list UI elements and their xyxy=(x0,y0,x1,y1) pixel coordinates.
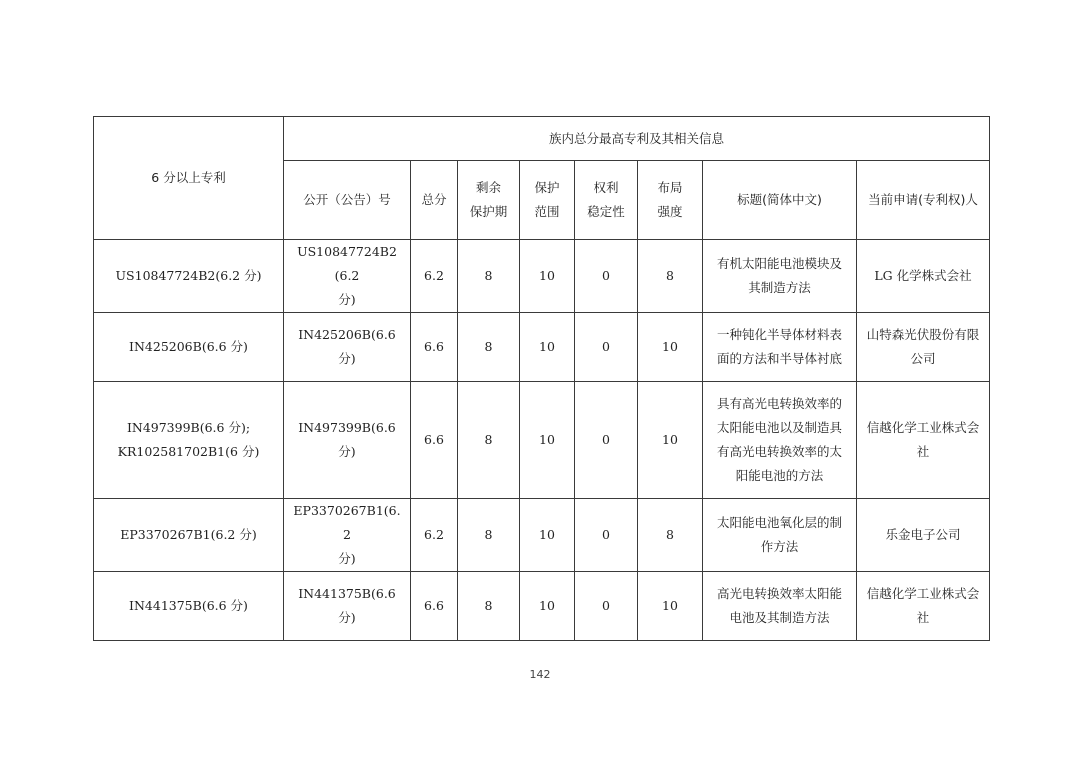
cell-text-line: 作方法 xyxy=(760,539,799,554)
cell-text-line: 强度 xyxy=(657,204,683,219)
cell-text-line: 太阳能电池以及制造具 xyxy=(716,420,842,435)
pub-no-cell xyxy=(284,499,411,572)
protection-scope-cell: 10 xyxy=(520,499,575,572)
cell-text-line: 乐金电子公司 xyxy=(885,527,961,542)
cell-text-line: 保护期 xyxy=(469,204,508,219)
cell-text-line: 公司 xyxy=(910,351,936,366)
cell-text-line: 信越化学工业株式会 xyxy=(866,420,980,435)
family-cell xyxy=(94,499,284,572)
table-row xyxy=(94,382,990,499)
protection-scope-cell: 10 xyxy=(520,240,575,313)
cell-text-line: IN497399B(6.6 分) xyxy=(298,420,396,459)
rights-stability-cell: 0 xyxy=(575,313,638,382)
cell-text-line: 高光电转换效率太阳能 xyxy=(716,586,842,601)
cell-text-line: 有高光电转换效率的太 xyxy=(716,444,842,459)
cell-text-line: 保护 xyxy=(534,180,560,195)
total-score-cell: 6.2 xyxy=(411,240,458,313)
remaining-protection-cell: 8 xyxy=(458,240,520,313)
table-header xyxy=(94,117,990,240)
cell-text-line: 范围 xyxy=(534,204,560,219)
cell-text-line: 有机太阳能电池模块及 xyxy=(716,256,842,271)
family-cell xyxy=(94,572,284,641)
header-group-label: 族内总分最高专利及其相关信息 xyxy=(284,117,990,161)
cell-text-line: IN425206B(6.6 分) xyxy=(129,339,248,354)
column-header-applicant xyxy=(857,161,990,240)
family-cell xyxy=(94,240,284,313)
cell-text-line: 一种钝化半导体材料表 xyxy=(716,327,842,342)
applicant-cell xyxy=(857,382,990,499)
applicant-cell xyxy=(857,499,990,572)
family-cell xyxy=(94,382,284,499)
total-score-cell: 6.2 xyxy=(411,499,458,572)
header-family-label: 6 分以上专利 xyxy=(94,117,284,240)
cell-text-line: US10847724B2(6.2 分) xyxy=(115,268,262,283)
rights-stability-cell: 0 xyxy=(575,382,638,499)
cell-text-line: IN441375B(6.6 分) xyxy=(129,598,248,613)
cell-text-line: 社 xyxy=(916,610,930,625)
rights-stability-cell: 0 xyxy=(575,499,638,572)
total-score-cell: 6.6 xyxy=(411,382,458,499)
pub-no-cell xyxy=(284,382,411,499)
cell-text-line: 具有高光电转换效率的 xyxy=(716,396,842,411)
applicant-cell xyxy=(857,572,990,641)
cell-text-line: 信越化学工业株式会 xyxy=(866,586,980,601)
protection-scope-cell: 10 xyxy=(520,382,575,499)
protection-scope-cell: 10 xyxy=(520,313,575,382)
cell-text-line: LG 化学株式会社 xyxy=(874,268,972,283)
total-score-cell: 6.6 xyxy=(411,572,458,641)
cell-text-line: EP3370267B1(6.2 xyxy=(293,503,401,542)
remaining-protection-cell: 8 xyxy=(458,313,520,382)
layout-strength-cell: 10 xyxy=(638,313,703,382)
table-row xyxy=(94,499,990,572)
column-header-title xyxy=(703,161,857,240)
cell-text-line: KR102581702B1(6 分) xyxy=(117,444,260,459)
cell-text-line: 当前申请(专利权)人 xyxy=(868,192,978,207)
cell-text-line: 其制造方法 xyxy=(748,280,811,295)
cell-text-line: 分) xyxy=(338,292,356,307)
cell-text-line: EP3370267B1(6.2 分) xyxy=(120,527,257,542)
cell-text-line: 分) xyxy=(338,551,356,566)
title-cell xyxy=(703,499,857,572)
cell-text-line: IN497399B(6.6 分); xyxy=(126,420,251,435)
cell-text-line: 标题(简体中文) xyxy=(737,192,822,207)
remaining-protection-cell: 8 xyxy=(458,572,520,641)
column-header-rights-stability xyxy=(575,161,638,240)
layout-strength-cell: 8 xyxy=(638,240,703,313)
cell-text-line: US10847724B2(6.2 xyxy=(297,244,397,283)
rights-stability-cell: 0 xyxy=(575,240,638,313)
family-cell xyxy=(94,313,284,382)
layout-strength-cell: 10 xyxy=(638,572,703,641)
table-row xyxy=(94,313,990,382)
cell-text-line: IN441375B(6.6 分) xyxy=(298,586,396,625)
column-header-remaining-protection xyxy=(458,161,520,240)
cell-text-line: 电池及其制造方法 xyxy=(729,610,830,625)
cell-text-line: 阳能电池的方法 xyxy=(735,468,824,483)
remaining-protection-cell: 8 xyxy=(458,382,520,499)
pub-no-cell xyxy=(284,313,411,382)
protection-scope-cell: 10 xyxy=(520,572,575,641)
cell-text-line: 总分 xyxy=(421,192,447,207)
column-header-layout-strength xyxy=(638,161,703,240)
table-row xyxy=(94,240,990,313)
title-cell xyxy=(703,240,857,313)
column-header-pub-no xyxy=(284,161,411,240)
layout-strength-cell: 10 xyxy=(638,382,703,499)
cell-text-line: 面的方法和半导体衬底 xyxy=(716,351,842,366)
table-row xyxy=(94,572,990,641)
pub-no-cell xyxy=(284,572,411,641)
column-header-total-score xyxy=(411,161,458,240)
cell-text-line: 公开（公告）号 xyxy=(303,192,391,207)
remaining-protection-cell: 8 xyxy=(458,499,520,572)
rights-stability-cell: 0 xyxy=(575,572,638,641)
cell-text-line: 剩余 xyxy=(475,180,501,195)
cell-text-line: 权利 xyxy=(593,180,619,195)
table-body xyxy=(94,240,990,641)
total-score-cell: 6.6 xyxy=(411,313,458,382)
applicant-cell xyxy=(857,313,990,382)
cell-text-line: 布局 xyxy=(657,180,683,195)
cell-text-line: IN425206B(6.6 分) xyxy=(298,327,396,366)
title-cell xyxy=(703,382,857,499)
title-cell xyxy=(703,313,857,382)
pub-no-cell xyxy=(284,240,411,313)
cell-text-line: 太阳能电池氧化层的制 xyxy=(716,515,842,530)
title-cell xyxy=(703,572,857,641)
page-number: 142 xyxy=(529,668,551,681)
applicant-cell xyxy=(857,240,990,313)
cell-text-line: 稳定性 xyxy=(587,204,625,219)
cell-text-line: 山特森光伏股份有限 xyxy=(866,327,980,342)
patent-table xyxy=(93,116,990,641)
cell-text-line: 社 xyxy=(916,444,930,459)
column-header-protection-scope xyxy=(520,161,575,240)
layout-strength-cell: 8 xyxy=(638,499,703,572)
